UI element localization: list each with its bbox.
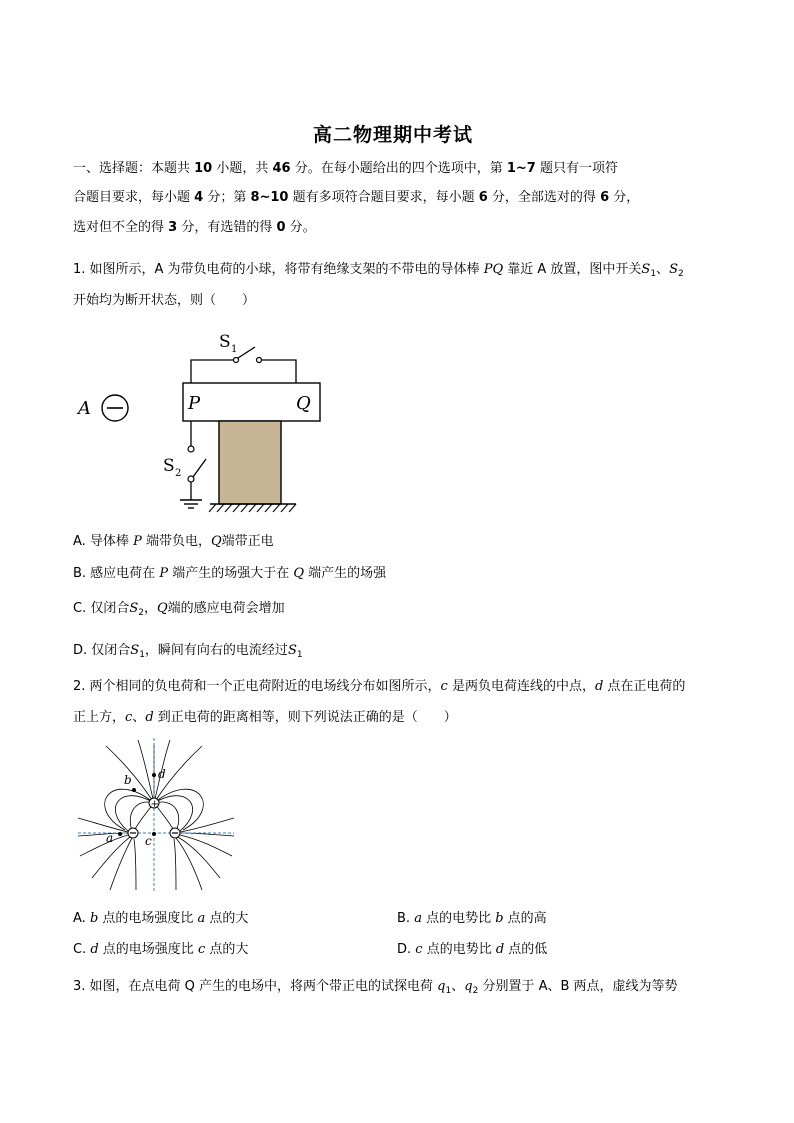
q2-option-d[interactable]: D. c 点的电势比 d 点的低 [397,942,548,957]
q2-field-lines-figure [76,738,236,893]
q1-fig-label-s1-sub: 1 [231,344,238,355]
svg-text:+: + [150,799,159,810]
q2-stem-line-2: 正上方，c、d 到正电荷的距离相等，则下列说法正确的是（ ） [73,710,457,725]
q1-option-d[interactable]: D. 仅闭合$S_1$，瞬间有向右的电流经过$S_1$ [73,643,303,660]
q1-fig-label-s2-sub: 2 [175,468,182,479]
floor-hatching [209,504,296,512]
q2-option-a[interactable]: A. b 点的电场强度比 a 点的大 [73,911,249,926]
section-instructions-line-1: 一、选择题：本题共 10 小题，共 46 分。在每小题给出的四个选项中，第 1~7 题只有一项符 [73,161,618,176]
q1-fig-label-s1: S [219,332,231,352]
q2-option-c[interactable]: C. d 点的电场强度比 c 点的大 [73,942,249,957]
q1-fig-label-p: P [188,393,201,414]
insulating-stand [219,421,281,504]
q1-fig-label-q: Q [296,393,311,414]
q1-stem-line-1: 1. 如图所示，A 为带负电荷的小球，将带有绝缘支架的不带电的导体棒 PQ 靠近 A 放置，图中开关$S_1$、$S_2$ [73,262,684,279]
q1-fig-label-a: A [78,398,91,419]
q3-stem-line-1: 3. 如图，在点电荷 Q 产生的电场中，将两个带正电的试探电荷 $q_1$、$q_2$ 分别置于 A、B 两点，虚线为等势 [73,979,678,996]
q1-option-a[interactable]: A. 导体棒 P 端带负电，Q端带正电 [73,534,274,549]
q1-fig-label-s2: S [163,456,175,476]
q2-fig-label-d: d [158,767,166,781]
q1-option-c[interactable]: C. 仅闭合$S_2$，Q端的感应电荷会增加 [73,601,285,618]
q2-stem-line-1: 2. 两个相同的负电荷和一个正电荷附近的电场线分布如图所示，c 是两负电荷连线的中点，d 点在正电荷的 [73,679,686,694]
q1-option-b[interactable]: B. 感应电荷在 P 端产生的场强大于在 Q 端产生的场强 [73,566,387,581]
q2-fig-label-b: b [124,773,132,787]
q2-fig-label-a: a [106,831,114,845]
section-instructions-line-2: 合题目要求，每小题 4 分；第 8~10 题有多项符合题目要求，每小题 6 分，全部选对的得 6 分， [73,190,640,205]
q2-option-b[interactable]: B. a 点的电势比 b 点的高 [397,911,547,926]
page-title: 高二物理期中考试 [313,124,474,146]
q1-circuit-figure [78,325,328,520]
q1-stem-line-2: 开始均为断开状态，则（ ） [73,293,256,308]
q2-fig-label-c: c [145,834,152,848]
section-instructions-line-3: 选对但不全的得 3 分，有选错的得 0 分。 [73,220,316,235]
